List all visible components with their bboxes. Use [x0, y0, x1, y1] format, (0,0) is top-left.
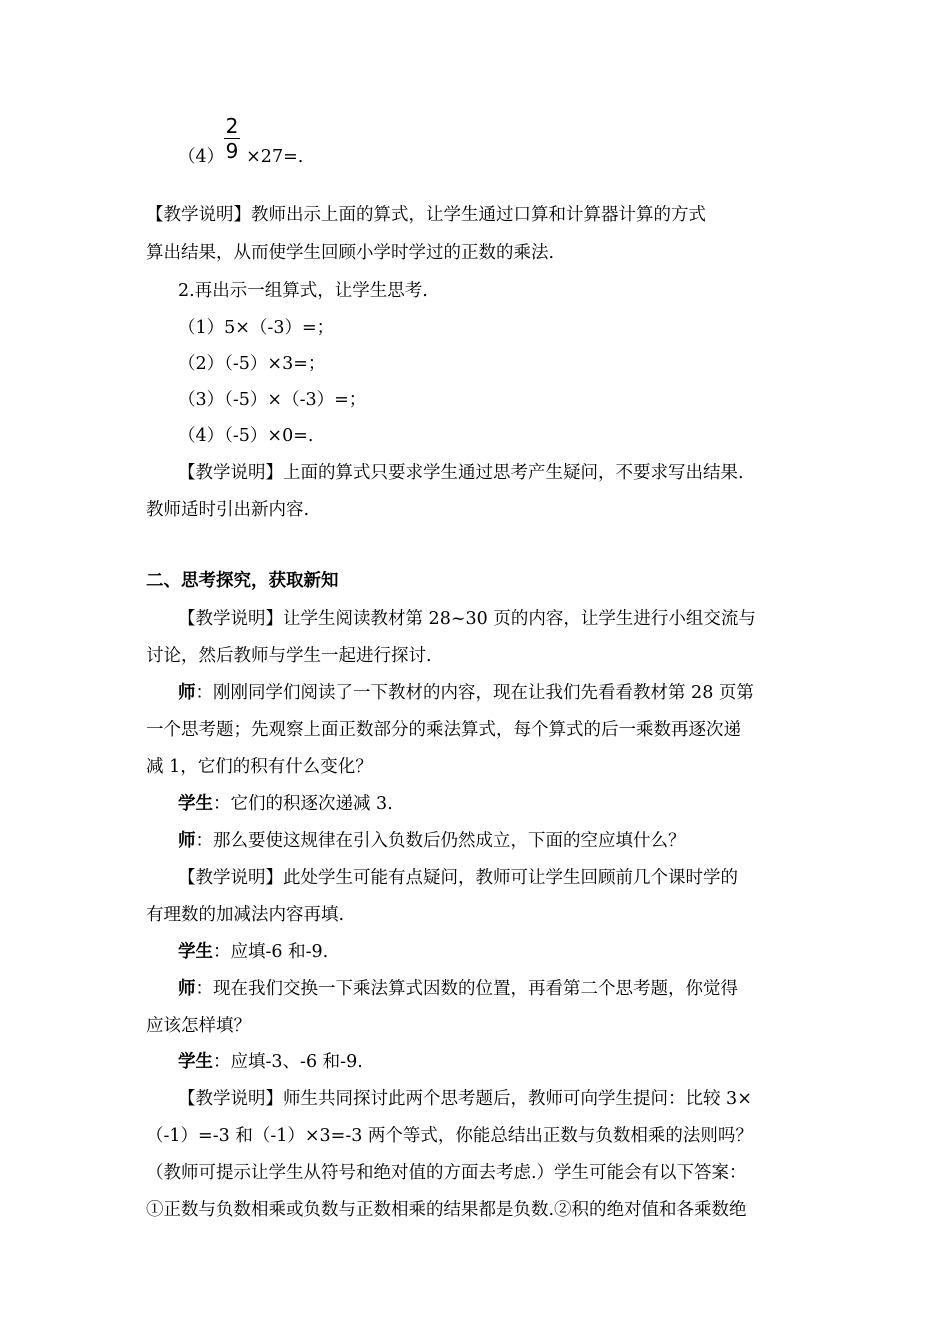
teaching-note-5-cont: （-1）=-3 和（-1）×3=-3 两个等式，你能总结出正数与负数相乘的法则吗？ [146, 1126, 753, 1146]
teaching-note-3-cont: 讨论，然后教师与学生一起进行探讨. [146, 646, 432, 666]
teaching-note-3: 【教学说明】让学生阅读教材第 28~30 页的内容，让学生进行小组交流与 [178, 609, 756, 629]
exercise-item-4-label: （4） [178, 147, 225, 167]
dialogue-text: ：那么要使这规律在引入负数后仍然成立，下面的空应填什么？ [195, 831, 686, 851]
dialogue-student-3 [178, 1049, 363, 1075]
dialogue-text: ：应填-6 和-9. [213, 942, 329, 962]
speaker-teacher: 师 [178, 683, 196, 703]
dialogue-student-1 [178, 791, 393, 817]
dialogue-text: ：现在我们交换一下乘法算式因数的位置，再看第二个思考题，你觉得 [195, 979, 738, 999]
dialogue-teacher-2 [178, 828, 686, 854]
speaker-student: 学生 [178, 1052, 213, 1072]
expression-2: （2）（-5）×3=； [178, 354, 326, 374]
teaching-note-2-cont: 教师适时引出新内容. [146, 500, 310, 520]
fraction-denominator: 9 [225, 139, 239, 163]
teaching-note-5: 【教学说明】师生共同探讨此两个思考题后，教师可向学生提问：比较 3× [178, 1089, 752, 1109]
teaching-note-4-cont: 有理数的加减法内容再填. [146, 905, 345, 925]
dialogue-student-2 [178, 939, 328, 965]
dialogue-teacher-1 [178, 680, 754, 706]
dialogue-teacher-3-cont: 应该怎样填？ [146, 1016, 251, 1036]
dialogue-teacher-1-cont2: 减 1，它们的积有什么变化？ [146, 757, 373, 777]
teaching-note-5-cont2: （教师可提示让学生从符号和绝对值的方面去考虑.）学生可能会有以下答案： [146, 1163, 747, 1183]
dialogue-text: ：应填-3、-6 和-9. [213, 1052, 363, 1072]
teaching-note-4: 【教学说明】此处学生可能有点疑问，教师可让学生回顾前几个课时学的 [178, 868, 738, 888]
dialogue-teacher-3 [178, 976, 738, 1002]
fraction-numerator: 2 [225, 114, 239, 138]
expression-1: （1）5×（-3）=； [178, 318, 335, 338]
dialogue-teacher-1-cont: 一个思考题；先观察上面正数部分的乘法算式，每个算式的后一乘数再逐次递 [146, 720, 741, 740]
dialogue-text: ：它们的积逐次递减 3. [213, 794, 393, 814]
speaker-teacher: 师 [178, 979, 196, 999]
expression-4: （4）（-5）×0=. [178, 426, 314, 446]
speaker-student: 学生 [178, 794, 213, 814]
teaching-note-1-cont: 算出结果，从而使学生回顾小学时学过的正数的乘法. [146, 243, 555, 263]
exercise-item-4-expression: ×27=. [246, 147, 304, 167]
dialogue-text: ：刚刚同学们阅读了一下教材的内容，现在让我们先看看教材第 28 页第 [195, 683, 754, 703]
section-heading: 二、思考探究，获取新知 [146, 571, 339, 591]
speaker-student: 学生 [178, 942, 213, 962]
teaching-note-1: 【教学说明】教师出示上面的算式，让学生通过口算和计算器计算的方式 [146, 205, 706, 225]
teaching-note-5-cont3: ①正数与负数相乘或负数与正数相乘的结果都是负数.②积的绝对值和各乘数绝 [146, 1200, 747, 1220]
instruction-2: 2.再出示一组算式，让学生思考. [178, 281, 428, 301]
exercise-item-4 [178, 144, 303, 170]
teaching-note-2: 【教学说明】上面的算式只要求学生通过思考产生疑问，不要求写出结果. [178, 463, 744, 483]
speaker-teacher: 师 [178, 831, 196, 851]
expression-3: （3）（-5）×（-3）=； [178, 390, 367, 410]
